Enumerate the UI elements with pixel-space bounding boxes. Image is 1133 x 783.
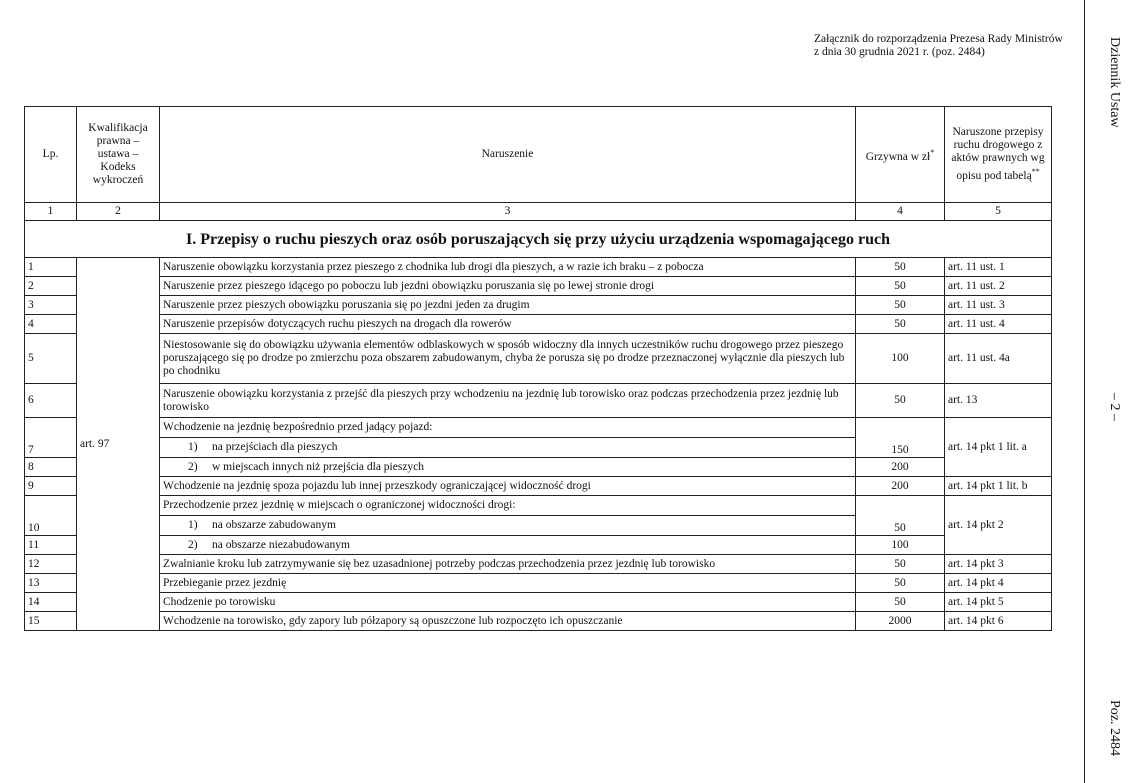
section-row bbox=[25, 221, 1052, 258]
row-art: art. 14 pkt 6 bbox=[945, 612, 1052, 631]
header-provisions-label: Naruszone przepisy ruchu drogowego z aktów prawnych wg opisu pod tabelą bbox=[951, 126, 1045, 182]
header-fine bbox=[856, 107, 945, 203]
group-heading: Wchodzenie na jezdnię bezpośrednio przed jadący pojazd: bbox=[160, 418, 856, 438]
row-art: art. 11 ust. 4a bbox=[945, 334, 1052, 384]
header-lp: Lp. bbox=[25, 107, 77, 203]
row-text bbox=[160, 458, 856, 477]
header-qualification: Kwalifikacja prawna – ustawa – Kodeks wykroczeń bbox=[77, 107, 160, 203]
row-text: Zwalnianie kroku lub zatrzymywanie się bez uzasadnionej potrzeby podczas przechodzenia przez jezdnię lub torowisko bbox=[160, 555, 856, 574]
row-lp: 1 bbox=[25, 258, 77, 277]
row-lp: 14 bbox=[25, 593, 77, 612]
row-text: Naruszenie przez pieszego idącego po poboczu lub jezdni obowiązku poruszania się po lewej stronie drogi bbox=[160, 277, 856, 296]
header-fine-mark: * bbox=[930, 147, 935, 157]
row-art: art. 14 pkt 1 lit. a bbox=[945, 418, 1052, 477]
row-fine: 100 bbox=[856, 334, 945, 384]
row-text bbox=[160, 516, 856, 536]
row-lp: 12 bbox=[25, 555, 77, 574]
table-row bbox=[25, 384, 1052, 418]
row-fine: 50 bbox=[856, 258, 945, 277]
row-subtext: na przejściach dla pieszych bbox=[212, 441, 338, 453]
row-lp: 9 bbox=[25, 477, 77, 496]
row-subtext: w miejscach innych niż przejścia dla pieszych bbox=[212, 460, 425, 473]
position-label: Poz. 2484 bbox=[1107, 700, 1122, 756]
header-line-2: z dnia 30 grudnia 2021 r. (poz. 2484) bbox=[814, 46, 985, 58]
table-row bbox=[25, 334, 1052, 384]
row-text: Chodzenie po torowisku bbox=[160, 593, 856, 612]
col-number: 4 bbox=[856, 203, 945, 221]
row-subnum: 1) bbox=[188, 519, 198, 531]
row-lp: 13 bbox=[25, 574, 77, 593]
journal-title: Dziennik Ustaw bbox=[1107, 37, 1122, 128]
row-lp: 8 bbox=[25, 458, 77, 477]
header-line-1: Załącznik do rozporządzenia Prezesa Rady Ministrów bbox=[814, 33, 1063, 45]
table-row bbox=[25, 536, 1052, 555]
numbering-row bbox=[25, 203, 1052, 221]
row-lp: 3 bbox=[25, 296, 77, 315]
page-number: – 2 – bbox=[1107, 393, 1122, 421]
table-row bbox=[25, 418, 1052, 438]
row-lp: 7 bbox=[25, 418, 77, 458]
row-fine: 50 bbox=[856, 574, 945, 593]
row-text: Naruszenie obowiązku korzystania przez pieszego z chodnika lub drogi dla pieszych, a w razie ich braku – z pobocza bbox=[160, 258, 856, 277]
row-text: Wchodzenie na jezdnię spoza pojazdu lub innej przeszkody ograniczającej widoczność drogi bbox=[160, 477, 856, 496]
row-text bbox=[160, 536, 856, 555]
col-number: 5 bbox=[945, 203, 1052, 221]
col-number: 2 bbox=[77, 203, 160, 221]
row-lp: 6 bbox=[25, 384, 77, 418]
row-fine: 50 bbox=[856, 315, 945, 334]
violations-table bbox=[24, 106, 1052, 631]
row-fine: 200 bbox=[856, 477, 945, 496]
row-subnum: 2) bbox=[188, 538, 198, 551]
row-subnum: 1) bbox=[188, 441, 198, 453]
row-art: art. 13 bbox=[945, 384, 1052, 418]
row-text: Niestosowanie się do obowiązku używania elementów odblaskowych w sposób widoczny dla innych uczestników ruchu drogowego przez pieszego poruszającego się po drodze po zmierzchu poza obszarem zabudowanym, chyba że porusza się po drodze przeznaczonej wyłącznie dla pieszych lub po chodniku bbox=[160, 334, 856, 384]
row-subnum: 2) bbox=[188, 460, 198, 473]
row-subtext: na obszarze zabudowanym bbox=[212, 519, 336, 531]
col-number: 3 bbox=[160, 203, 856, 221]
header-provisions bbox=[945, 107, 1052, 203]
row-lp: 4 bbox=[25, 315, 77, 334]
row-fine: 50 bbox=[856, 555, 945, 574]
table-row bbox=[25, 277, 1052, 296]
table-row bbox=[25, 477, 1052, 496]
row-fine: 50 bbox=[856, 277, 945, 296]
header-fine-label: Grzywna w zł bbox=[865, 150, 931, 163]
qualification-cell: art. 97 bbox=[77, 258, 160, 631]
table-row bbox=[25, 574, 1052, 593]
row-art: art. 14 pkt 5 bbox=[945, 593, 1052, 612]
row-text: Przebieganie przez jezdnię bbox=[160, 574, 856, 593]
row-fine: 50 bbox=[856, 384, 945, 418]
table-row bbox=[25, 612, 1052, 631]
row-art: art. 11 ust. 4 bbox=[945, 315, 1052, 334]
section-title: I. Przepisy o ruchu pieszych oraz osób poruszających się przy użyciu urządzenia wspomagającego ruch bbox=[25, 221, 1052, 258]
row-lp: 15 bbox=[25, 612, 77, 631]
row-fine: 50 bbox=[856, 593, 945, 612]
row-text: Naruszenie przepisów dotyczących ruchu pieszych na drogach dla rowerów bbox=[160, 315, 856, 334]
table-row bbox=[25, 555, 1052, 574]
row-text bbox=[160, 438, 856, 458]
table-row bbox=[25, 315, 1052, 334]
row-art: art. 14 pkt 4 bbox=[945, 574, 1052, 593]
row-art: art. 14 pkt 2 bbox=[945, 496, 1052, 555]
row-fine: 2000 bbox=[856, 612, 945, 631]
row-art: art. 14 pkt 1 lit. b bbox=[945, 477, 1052, 496]
table-row bbox=[25, 458, 1052, 477]
row-art: art. 14 pkt 3 bbox=[945, 555, 1052, 574]
row-lp: 10 bbox=[25, 496, 77, 536]
col-number: 1 bbox=[25, 203, 77, 221]
row-text: Wchodzenie na torowisko, gdy zapory lub półzapory są opuszczone lub rozpoczęto ich opuszczanie bbox=[160, 612, 856, 631]
row-fine: 200 bbox=[856, 458, 945, 477]
table-row bbox=[25, 593, 1052, 612]
table-row bbox=[25, 258, 1052, 277]
row-art: art. 11 ust. 3 bbox=[945, 296, 1052, 315]
row-art: art. 11 ust. 1 bbox=[945, 258, 1052, 277]
table-row bbox=[25, 296, 1052, 315]
row-text: Naruszenie obowiązku korzystania z przejść dla pieszych przy wchodzeniu na jezdnię lub torowisko oraz podczas przechodzenia przez jezdnię lub torowisko bbox=[160, 384, 856, 418]
row-text: Naruszenie przez pieszych obowiązku poruszania się po jezdni jeden za drugim bbox=[160, 296, 856, 315]
row-subtext: na obszarze niezabudowanym bbox=[212, 538, 350, 551]
row-lp: 2 bbox=[25, 277, 77, 296]
row-art: art. 11 ust. 2 bbox=[945, 277, 1052, 296]
group-heading: Przechodzenie przez jezdnię w miejscach o ograniczonej widoczności drogi: bbox=[160, 496, 856, 516]
side-margin bbox=[1084, 0, 1133, 783]
row-fine: 100 bbox=[856, 536, 945, 555]
row-lp: 11 bbox=[25, 536, 77, 555]
row-fine: 150 bbox=[856, 418, 945, 458]
header-row bbox=[25, 107, 1052, 203]
row-fine: 50 bbox=[856, 296, 945, 315]
header-provisions-mark: ** bbox=[1031, 167, 1040, 177]
row-fine: 50 bbox=[856, 496, 945, 536]
document-header bbox=[814, 33, 1063, 59]
table-row bbox=[25, 496, 1052, 516]
header-violation: Naruszenie bbox=[160, 107, 856, 203]
row-lp: 5 bbox=[25, 334, 77, 384]
